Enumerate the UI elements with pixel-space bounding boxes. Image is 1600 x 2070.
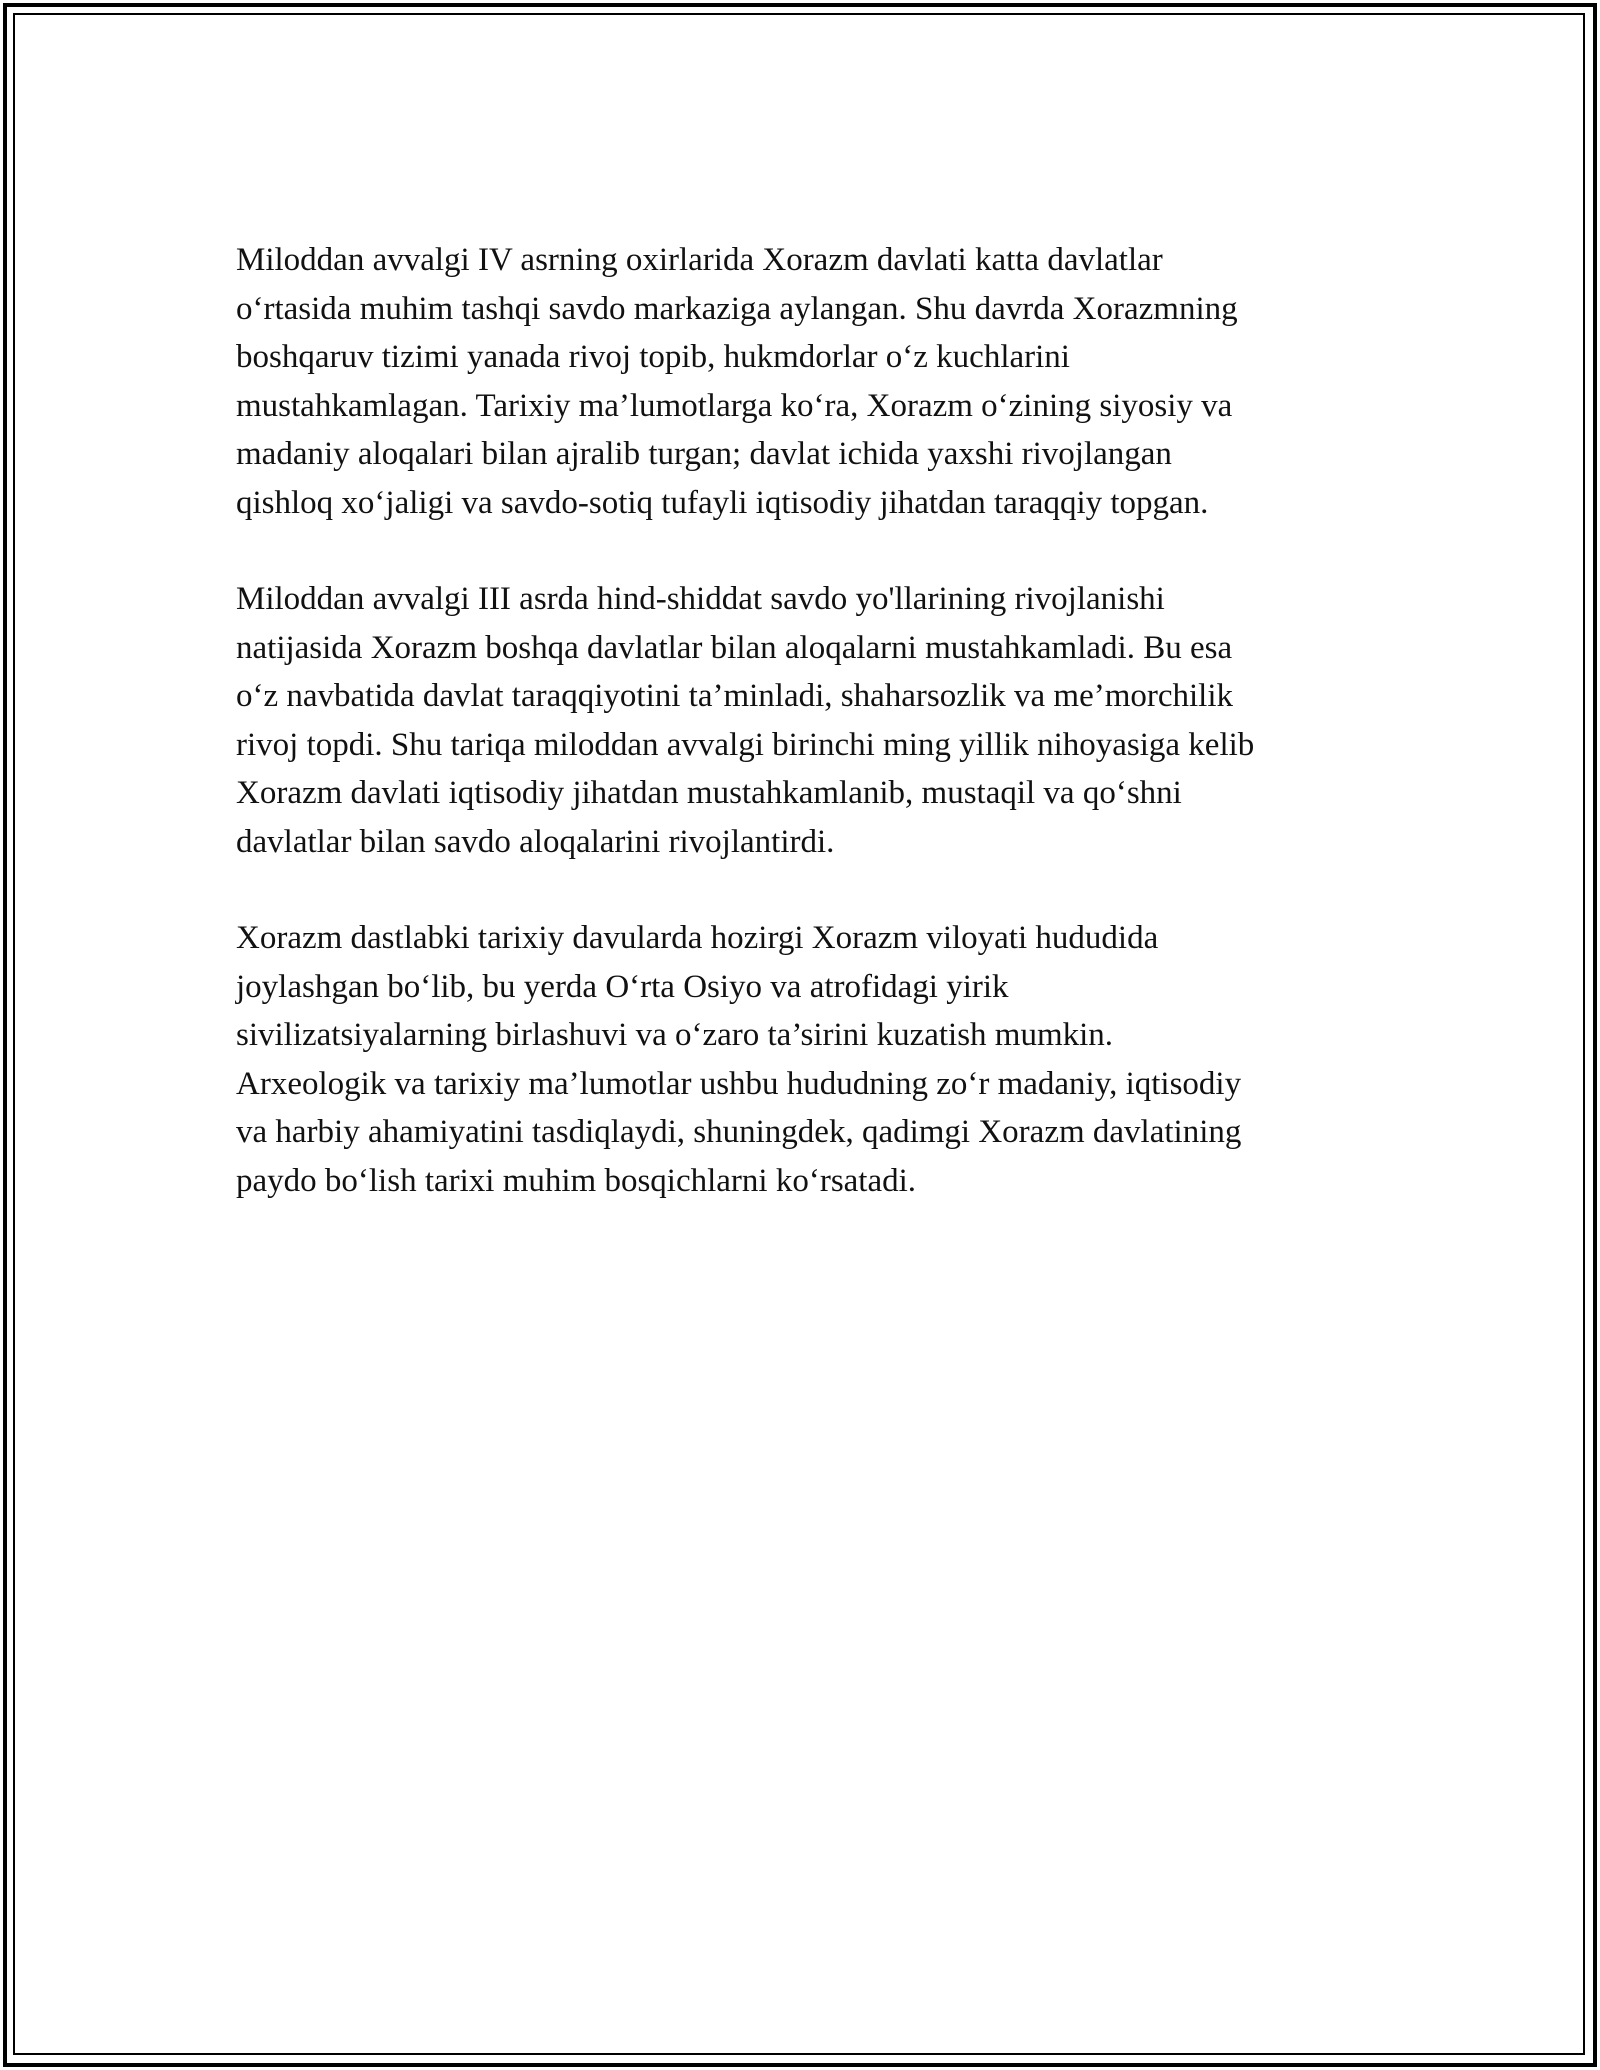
paragraph-3 <box>236 914 1386 1205</box>
text-line: Miloddan avvalgi IV asrning oxirlarida Xorazm davlati katta davlatlar <box>236 242 1163 278</box>
paragraph-2 <box>236 575 1386 866</box>
text-line: va harbiy ahamiyatini tasdiqlaydi, shuningdek, qadimgi Xorazm davlatining <box>236 1114 1242 1150</box>
text-line: o‘rtasida muhim tashqi savdo markaziga aylangan. Shu davrda Xorazmning <box>236 290 1238 327</box>
text-line: natijasida Xorazm boshqa davlatlar bilan aloqalarni mustahkamladi. Bu esa <box>236 629 1233 666</box>
text-line: madaniy aloqalari bilan ajralib turgan; davlat ichida yaxshi rivojlangan <box>236 436 1172 472</box>
text-line: mustahkamlagan. Tarixiy ma’lumotlarga ko‘ra, Xorazm o‘zining siyosiy va <box>236 387 1233 424</box>
text-line: qishloq xo‘jaligi va savdo-sotiq tufayli iqtisodiy jihatdan taraqqiy topgan. <box>236 484 1209 521</box>
text-line: Arxeologik va tarixiy ma’lumotlar ushbu hududning zo‘r madaniy, iqtisodiy <box>236 1065 1242 1102</box>
text-line: joylashgan bo‘lib, bu yerda O‘rta Osiyo va atrofidagi yirik <box>236 968 1009 1005</box>
text-line: rivoj topdi. Shu tariqa miloddan avvalgi birinchi ming yillik nihoyasiga kelib <box>236 726 1255 763</box>
text-line: Xorazm davlati iqtisodiy jihatdan mustahkamlanib, mustaqil va qo‘shni <box>236 775 1182 811</box>
document-body <box>236 236 1386 1253</box>
text-line: davlatlar bilan savdo aloqalarini rivojlantirdi. <box>236 823 835 860</box>
text-line: boshqaruv tizimi yanada rivoj topib, hukmdorlar o‘z kuchlarini <box>236 339 1070 375</box>
text-line: paydo bo‘lish tarixi muhim bosqichlarni ko‘rsatadi. <box>236 1162 917 1199</box>
text-line: Miloddan avvalgi III asrda hind-shiddat savdo yo'llarining rivojlanishi <box>236 581 1165 617</box>
text-line: o‘z navbatida davlat taraqqiyotini ta’minladi, shaharsozlik va me’morchilik <box>236 678 1234 714</box>
text-line: sivilizatsiyalarning birlashuvi va o‘zaro ta’sirini kuzatish mumkin. <box>236 1017 1114 1053</box>
paragraph-1 <box>236 236 1386 527</box>
text-line: Xorazm dastlabki tarixiy davularda hozirgi Xorazm viloyati hududida <box>236 920 1159 956</box>
